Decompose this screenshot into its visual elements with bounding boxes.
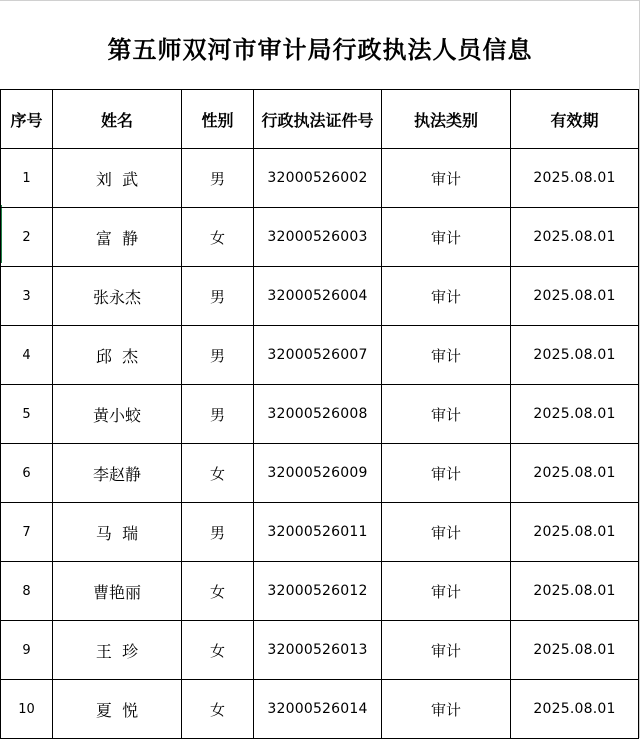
cell-valid-until[interactable]: 2025.08.01 [511,621,639,680]
header-enforcement-type[interactable]: 执法类别 [382,90,511,149]
cell-name[interactable]: 刘 武 [53,149,182,208]
cell-enforcement-type[interactable]: 审计 [382,208,511,267]
header-gender[interactable]: 性别 [182,90,254,149]
cell-seq[interactable]: 3 [1,267,53,326]
cell-seq[interactable]: 8 [1,562,53,621]
cell-enforcement-type[interactable]: 审计 [382,444,511,503]
cell-name[interactable]: 马 瑞 [53,503,182,562]
cell-name[interactable]: 邱 杰 [53,326,182,385]
table-row [1,444,639,503]
cell-name[interactable]: 富 静 [53,208,182,267]
cell-valid-until[interactable]: 2025.08.01 [511,267,639,326]
table-row [1,562,639,621]
cell-seq[interactable]: 1 [1,149,53,208]
table-row [1,208,639,267]
cell-cert-number[interactable]: 32000526004 [254,267,382,326]
cell-cert-number[interactable]: 32000526012 [254,562,382,621]
cell-cert-number[interactable]: 32000526009 [254,444,382,503]
cell-enforcement-type[interactable]: 审计 [382,621,511,680]
cell-gender[interactable]: 女 [182,444,254,503]
cell-cert-number[interactable]: 32000526008 [254,385,382,444]
cell-gender[interactable]: 男 [182,385,254,444]
header-seq[interactable]: 序号 [1,90,53,149]
cell-valid-until[interactable]: 2025.08.01 [511,208,639,267]
cell-cert-number[interactable]: 32000526011 [254,503,382,562]
cell-valid-until[interactable]: 2025.08.01 [511,680,639,739]
cell-gender[interactable]: 男 [182,149,254,208]
cell-cert-number[interactable]: 32000526013 [254,621,382,680]
header-name[interactable]: 姓名 [53,90,182,149]
cell-name[interactable]: 曹艳丽 [53,562,182,621]
table-row [1,149,639,208]
cell-seq[interactable]: 7 [1,503,53,562]
table-row [1,267,639,326]
cell-gender[interactable]: 女 [182,621,254,680]
cell-gender[interactable]: 女 [182,680,254,739]
cell-gender[interactable]: 女 [182,208,254,267]
table-header-row [1,90,639,149]
cell-cert-number[interactable]: 32000526002 [254,149,382,208]
cell-seq[interactable]: 2 [1,208,53,267]
cell-enforcement-type[interactable]: 审计 [382,680,511,739]
cell-valid-until[interactable]: 2025.08.01 [511,503,639,562]
table-row [1,680,639,739]
header-valid-until[interactable]: 有效期 [511,90,639,149]
cell-enforcement-type[interactable]: 审计 [382,267,511,326]
cell-cert-number[interactable]: 32000526007 [254,326,382,385]
cell-gender[interactable]: 男 [182,503,254,562]
cell-valid-until[interactable]: 2025.08.01 [511,149,639,208]
cell-name[interactable]: 李赵静 [53,444,182,503]
table-row [1,503,639,562]
cell-enforcement-type[interactable]: 审计 [382,149,511,208]
cell-seq[interactable]: 10 [1,680,53,739]
cell-gender[interactable]: 男 [182,326,254,385]
cell-name[interactable]: 夏 悦 [53,680,182,739]
cell-name[interactable]: 张永杰 [53,267,182,326]
cell-valid-until[interactable]: 2025.08.01 [511,385,639,444]
cell-cert-number[interactable]: 32000526003 [254,208,382,267]
staff-table [0,89,639,739]
cell-gender[interactable]: 女 [182,562,254,621]
header-cert-number[interactable]: 行政执法证件号 [254,90,382,149]
page-title: 第五师双河市审计局行政执法人员信息 [107,34,533,64]
cell-cert-number[interactable]: 32000526014 [254,680,382,739]
cell-seq[interactable]: 6 [1,444,53,503]
cell-name[interactable]: 王 珍 [53,621,182,680]
cell-seq[interactable]: 4 [1,326,53,385]
table-row [1,326,639,385]
cell-valid-until[interactable]: 2025.08.01 [511,562,639,621]
table-row [1,621,639,680]
cell-valid-until[interactable]: 2025.08.01 [511,326,639,385]
cell-name[interactable]: 黄小蛟 [53,385,182,444]
table-row [1,385,639,444]
cell-enforcement-type[interactable]: 审计 [382,562,511,621]
cell-enforcement-type[interactable]: 审计 [382,326,511,385]
cell-seq[interactable]: 9 [1,621,53,680]
cell-enforcement-type[interactable]: 审计 [382,385,511,444]
cell-gender[interactable]: 男 [182,267,254,326]
cell-enforcement-type[interactable]: 审计 [382,503,511,562]
cell-valid-until[interactable]: 2025.08.01 [511,444,639,503]
cell-seq[interactable]: 5 [1,385,53,444]
